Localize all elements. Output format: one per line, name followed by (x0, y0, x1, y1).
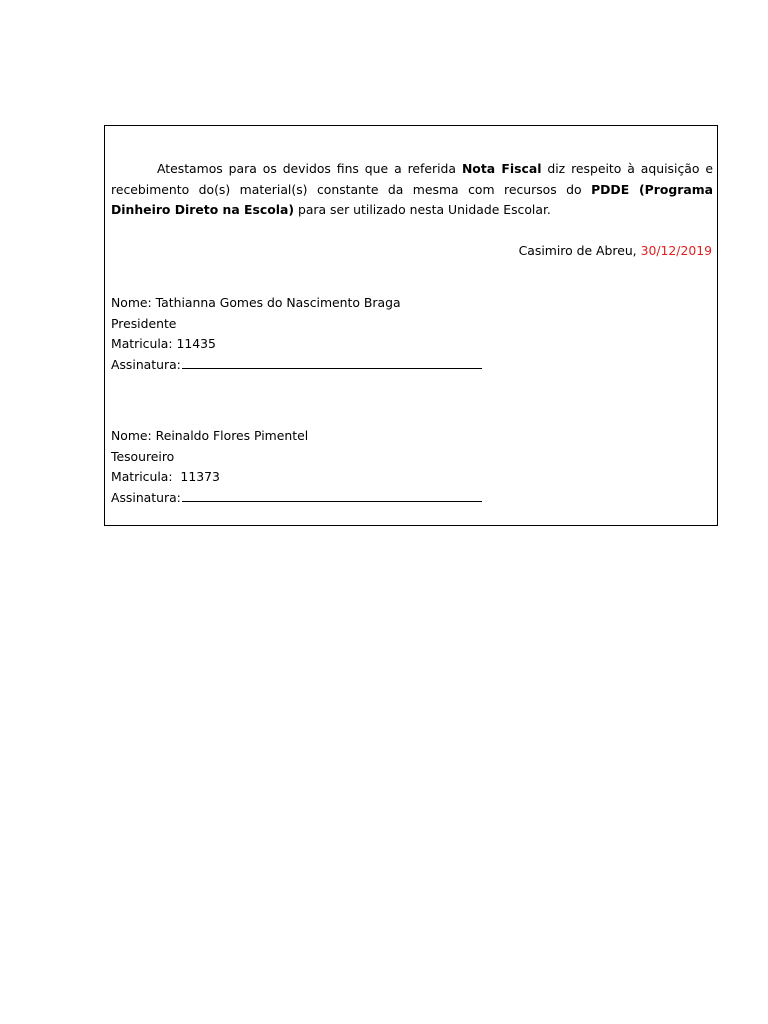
attestation-text-3: para ser utilizado nesta Unidade Escolar. (294, 202, 551, 218)
signature-row (111, 355, 482, 376)
signature-line (182, 356, 482, 369)
signature-row (111, 488, 482, 509)
signer-name: Nome: Tathianna Gomes do Nascimento Braga (111, 295, 401, 310)
signer-role: Presidente (111, 315, 177, 331)
signature-line (182, 489, 482, 502)
pdde-program-name: PDDE (Programa Dinheiro Direto na Escola) (111, 181, 713, 218)
signer-registration: Matricula: 11435 (111, 336, 216, 351)
attestation-text-2: diz respeito à aquisição e recebimento do(s) material(s) constante da mesma com recursos do (111, 161, 713, 197)
signature-label: Assinatura: (111, 356, 181, 372)
place-name: Casimiro de Abreu, (518, 243, 641, 258)
signer-block-treasurer (111, 426, 482, 508)
signature-label: Assinatura: (111, 489, 181, 505)
signer-name: Nome: Reinaldo Flores Pimentel (111, 428, 309, 443)
document-date: 30/12/2019 (640, 243, 712, 258)
signer-registration: Matricula: 11373 (111, 469, 220, 484)
attestation-paragraph (111, 159, 713, 221)
attestation-document (104, 125, 718, 526)
signer-role: Tesoureiro (111, 448, 175, 464)
attestation-text-1: Atestamos para os devidos fins que a referida (157, 161, 462, 176)
signer-block-president (111, 293, 482, 375)
nota-fiscal-term: Nota Fiscal (461, 161, 542, 176)
place-date-line (519, 242, 712, 260)
